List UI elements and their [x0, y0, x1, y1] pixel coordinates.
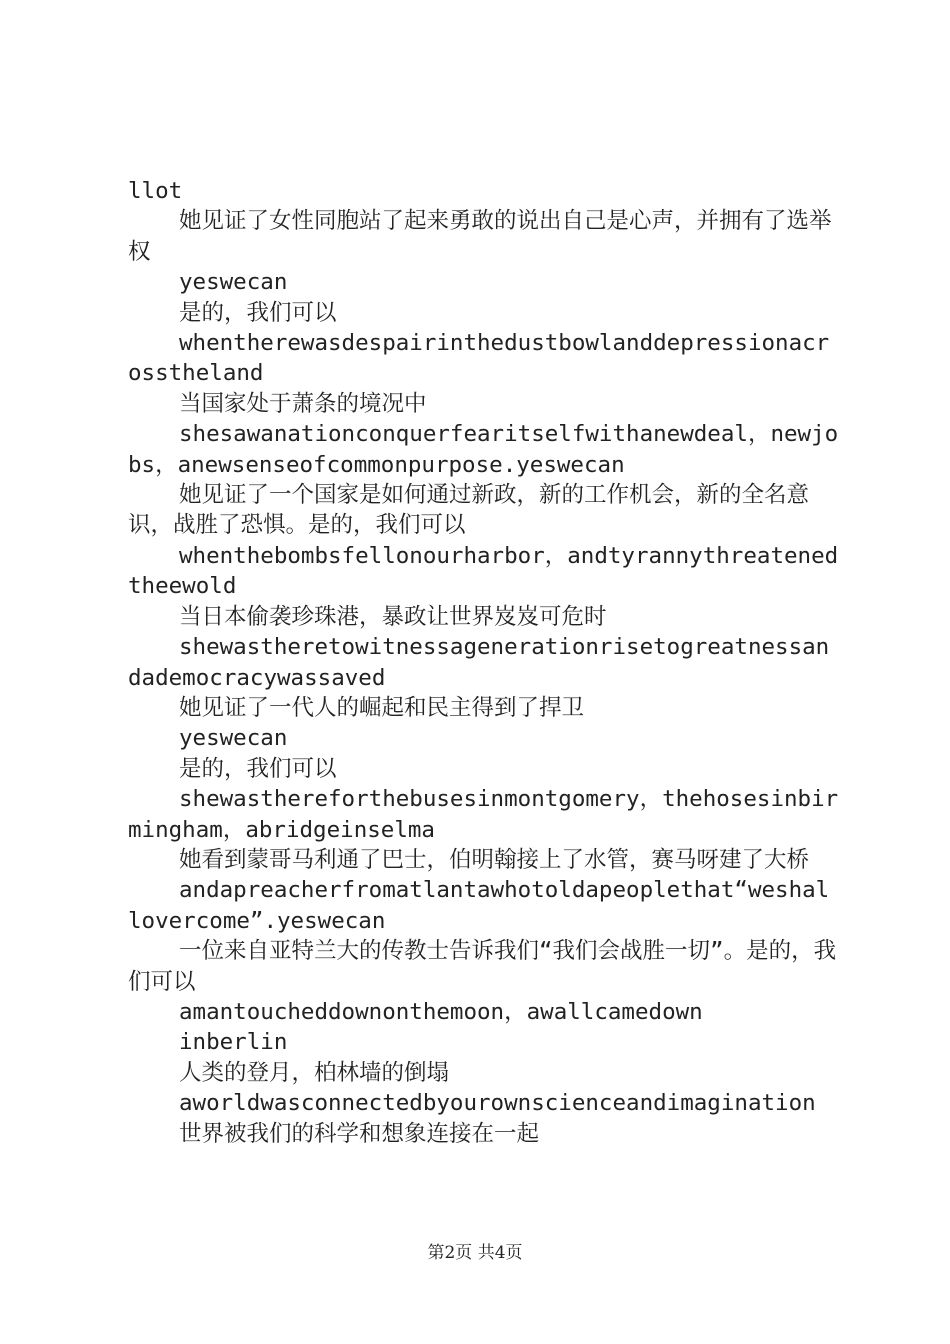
paragraph: 是的，我们可以: [179, 299, 337, 326]
paragraph: shewasthereforthebusesinmontgomery，thehosesinbirmingham，abridgeinselma: [128, 786, 839, 843]
paragraph: 世界被我们的科学和想象连接在一起: [179, 1120, 540, 1147]
paragraph: 当日本偷袭珍珠港，暴政让世界岌岌可危时: [179, 603, 607, 630]
paragraph: 她见证了一个国家是如何通过新政，新的工作机会，新的全名意识，战胜了恐惧。是的，我们可以: [128, 482, 810, 539]
paragraph: yeswecan: [179, 269, 288, 296]
paragraph: 是的，我们可以: [179, 755, 337, 782]
page-number: 第2页 共4页: [427, 1243, 523, 1263]
document-body: [128, 176, 840, 1149]
paragraph: andapreacherfromatlantawhotoldapeoplethat“weshallovercome”.yeswecan: [128, 877, 830, 934]
paragraph: yeswecan: [179, 725, 288, 752]
paragraph: amantoucheddownonthemoon，awallcamedown: [179, 998, 703, 1025]
paragraph: 她见证了一代人的崛起和民主得到了捍卫: [179, 694, 585, 721]
paragraph: whentherewasdespairinthedustbowlanddepressionacrosstheland: [128, 330, 830, 387]
paragraph: 当国家处于萧条的境况中: [179, 390, 427, 417]
paragraph: llot: [128, 178, 183, 204]
page-footer: [0, 1241, 950, 1265]
paragraph: shesawanationconquerfearitselfwithanewdeal，newjobs，anewsenseofcommonpurpose.yeswecan: [128, 421, 839, 478]
paragraph: 一位来自亚特兰大的传教士告诉我们“我们会战胜一切”。是的，我们可以: [128, 938, 837, 995]
paragraph: 她看到蒙哥马利通了巴士，伯明翰接上了水管，赛马呀建了大桥: [179, 846, 810, 873]
paragraph: aworldwasconnectedbyourownscienceandimagination: [179, 1090, 816, 1117]
paragraph: 人类的登月，柏林墙的倒塌: [179, 1059, 450, 1086]
paragraph: shewastheretowitnessagenerationrisetogreatnessandademocracywassaved: [128, 634, 830, 691]
paragraph: whenthebombsfellonourharbor，andtyrannythreatenedtheewold: [128, 542, 839, 600]
paragraph: inberlin: [179, 1029, 288, 1056]
paragraph: 她见证了女性同胞站了起来勇敢的说出自己是心声，并拥有了选举权: [128, 208, 832, 265]
